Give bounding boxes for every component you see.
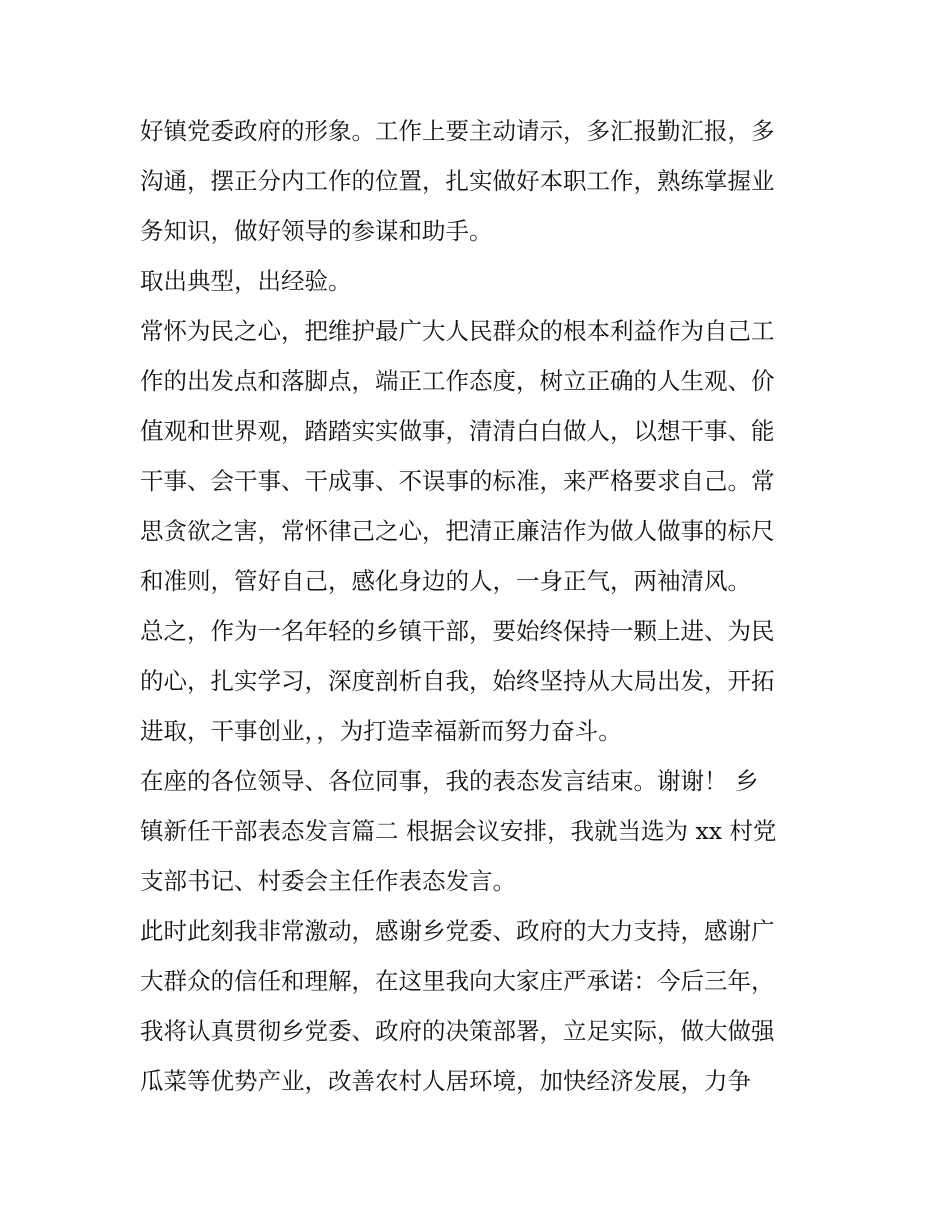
- text-line: 支部书记、村委会主任作表态发言。: [140, 867, 516, 895]
- text-line: 务知识，做好领导的参谋和助手。: [140, 217, 493, 245]
- text-line: 瓜菜等优势产业，改善农村人居环境，加快经济发展，力争: [140, 1067, 751, 1095]
- text-line: 此时此刻我非常激动，感谢乡党委、政府的大力支持，感谢广: [140, 917, 775, 945]
- text-line: 常怀为民之心，把维护最广大人民群众的根本利益作为自己工: [140, 317, 775, 345]
- text-line: 沟通，摆正分内工作的位置，扎实做好本职工作，熟练掌握业: [140, 167, 775, 195]
- text-line: 好镇党委政府的形象。工作上要主动请示，多汇报勤汇报，多: [140, 117, 775, 145]
- text-line: 进取，干事创业，，为打造幸福新而努力奋斗。: [140, 717, 622, 745]
- text-line: 干事、会干事、干成事、不误事的标准，来严格要求自己。常: [140, 467, 775, 495]
- document-body: [140, 106, 820, 1106]
- text-line: 在座的各位领导、各位同事，我的表态发言结束。谢谢！ 乡: [140, 767, 759, 795]
- text-line: 和准则，管好自己，感化身边的人，一身正气，两袖清风。: [140, 567, 751, 595]
- text-line: 思贪欲之害，常怀律己之心，把清正廉洁作为做人做事的标尺: [140, 517, 775, 545]
- text-line: 作的出发点和落脚点，端正工作态度，树立正确的人生观、价: [140, 367, 775, 395]
- text-line: 总之，作为一名年轻的乡镇干部，要始终保持一颗上进、为民: [140, 617, 775, 645]
- text-line: 镇新任干部表态发言篇二 根据会议安排，我就当选为 xx 村党: [140, 817, 777, 845]
- text-line: 我将认真贯彻乡党委、政府的决策部署，立足实际，做大做强: [140, 1017, 775, 1045]
- text-line: 大群众的信任和理解，在这里我向大家庄严承诺：今后三年，: [140, 967, 775, 995]
- text-line: 值观和世界观，踏踏实实做事，清清白白做人，以想干事、能: [140, 417, 775, 445]
- text-line: 的心，扎实学习，深度剖析自我，始终坚持从大局出发，开拓: [140, 667, 775, 695]
- text-line: 取出典型，出经验。: [140, 267, 352, 295]
